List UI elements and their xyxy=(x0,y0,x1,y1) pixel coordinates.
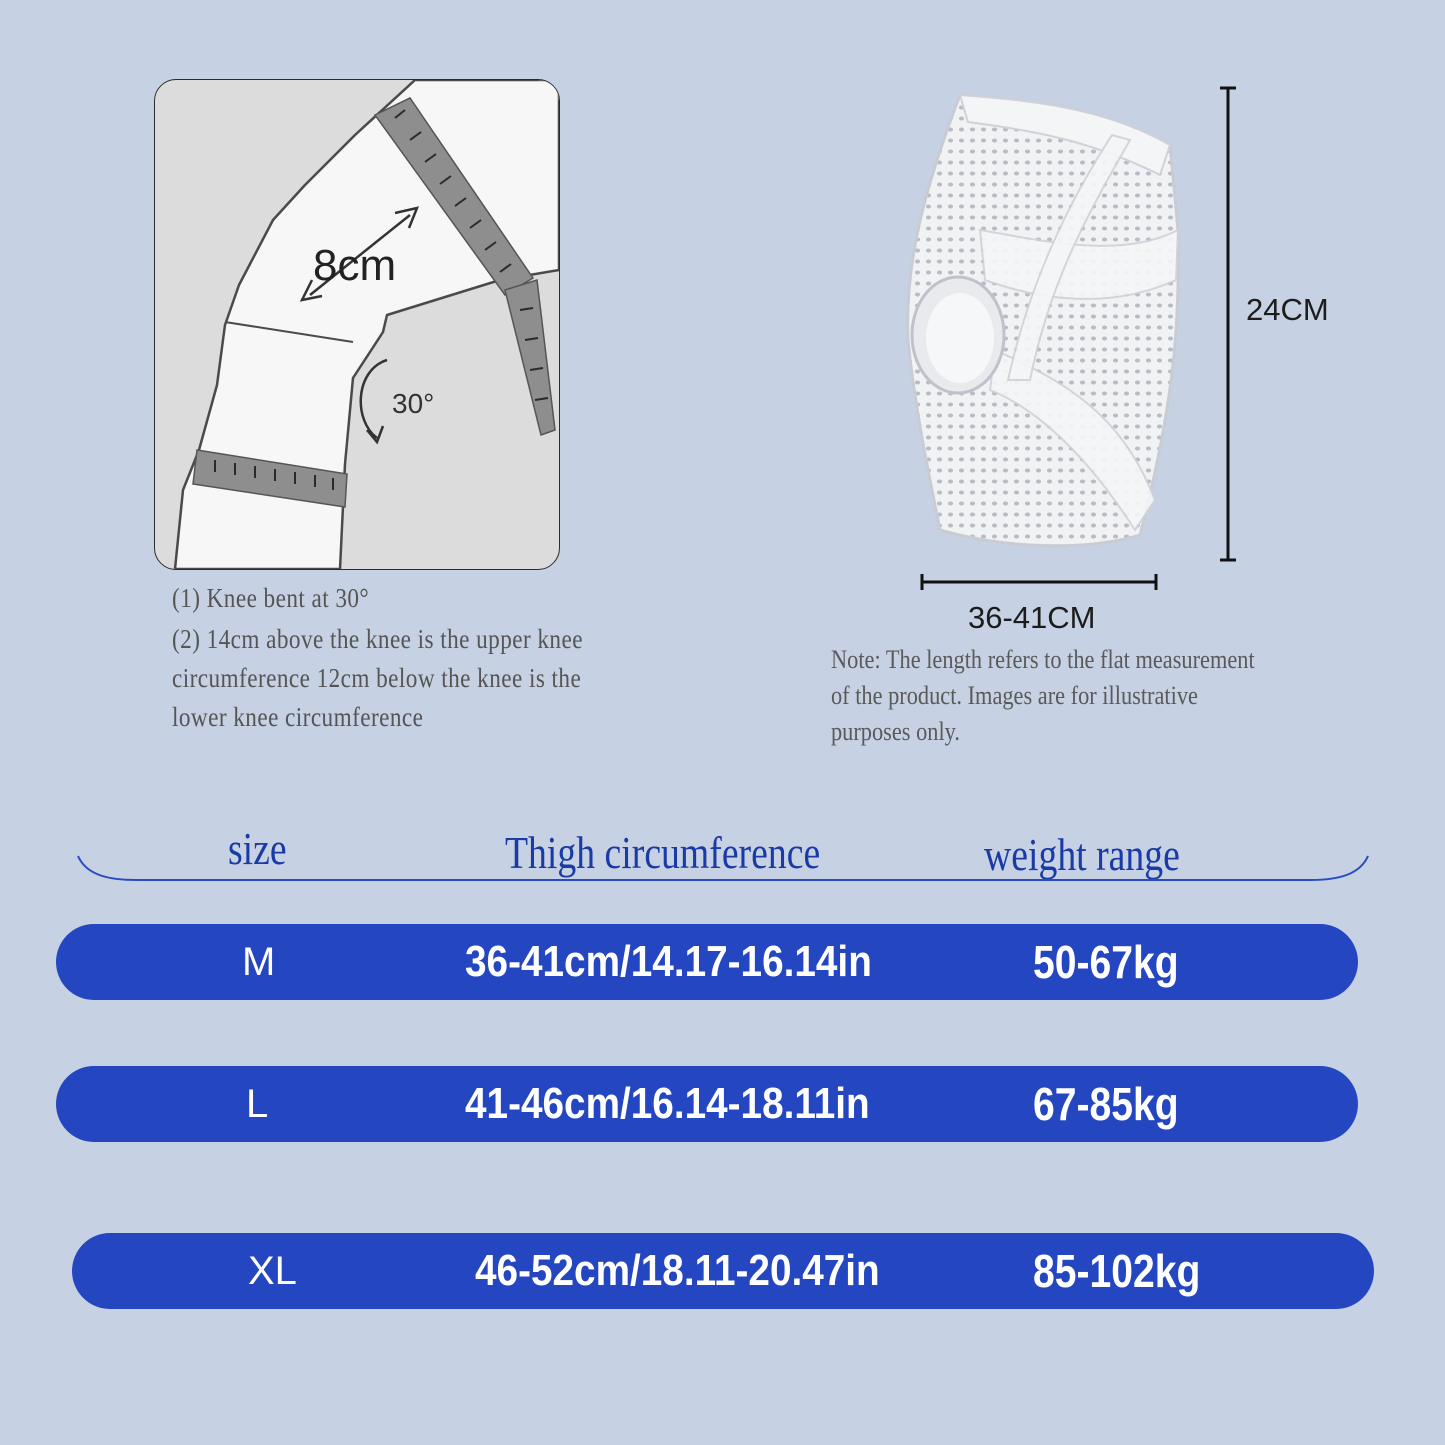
width-label: 36-41CM xyxy=(968,600,1096,635)
size-row-l xyxy=(56,1066,1358,1142)
thigh-cell: 36-41cm/14.17-16.14in xyxy=(465,937,872,986)
header-size: size xyxy=(228,823,287,874)
thigh-cell: 46-52cm/18.11-20.47in xyxy=(475,1246,880,1295)
length-label: 8cm xyxy=(313,241,397,290)
instruction-line: (1) Knee bent at 30° xyxy=(172,583,370,613)
instruction-line: circumference 12cm below the knee is the xyxy=(172,663,582,693)
instruction-line: lower knee circumference xyxy=(172,702,424,732)
height-dimension-line xyxy=(1218,86,1238,562)
height-label: 24CM xyxy=(1246,292,1329,327)
size-cell: M xyxy=(242,940,276,984)
header-thigh-circumference: Thigh circumference xyxy=(505,827,821,878)
thigh-cell: 41-46cm/16.14-18.11in xyxy=(465,1079,870,1128)
weight-cell: 50-67kg xyxy=(1033,936,1179,988)
header-weight-range: weight range xyxy=(984,829,1180,880)
instruction-line: (2) 14cm above the knee is the upper knee xyxy=(172,624,583,654)
knee-brace-image xyxy=(890,80,1190,560)
note-line: purposes only. xyxy=(831,717,960,746)
size-row-m xyxy=(56,924,1358,1000)
size-cell: XL xyxy=(248,1249,297,1293)
weight-cell: 85-102kg xyxy=(1033,1245,1201,1297)
angle-label: 30° xyxy=(392,388,435,419)
weight-cell: 67-85kg xyxy=(1033,1078,1179,1130)
size-row-xl xyxy=(72,1233,1374,1309)
width-dimension-line xyxy=(920,572,1158,592)
knee-measurement-illustration xyxy=(154,79,560,570)
leg-diagram xyxy=(155,80,559,569)
note-line: Note: The length refers to the flat measurement xyxy=(831,645,1255,674)
header-divider xyxy=(76,852,1370,884)
size-cell: L xyxy=(246,1082,269,1126)
note-line: of the product. Images are for illustrative xyxy=(831,681,1198,710)
